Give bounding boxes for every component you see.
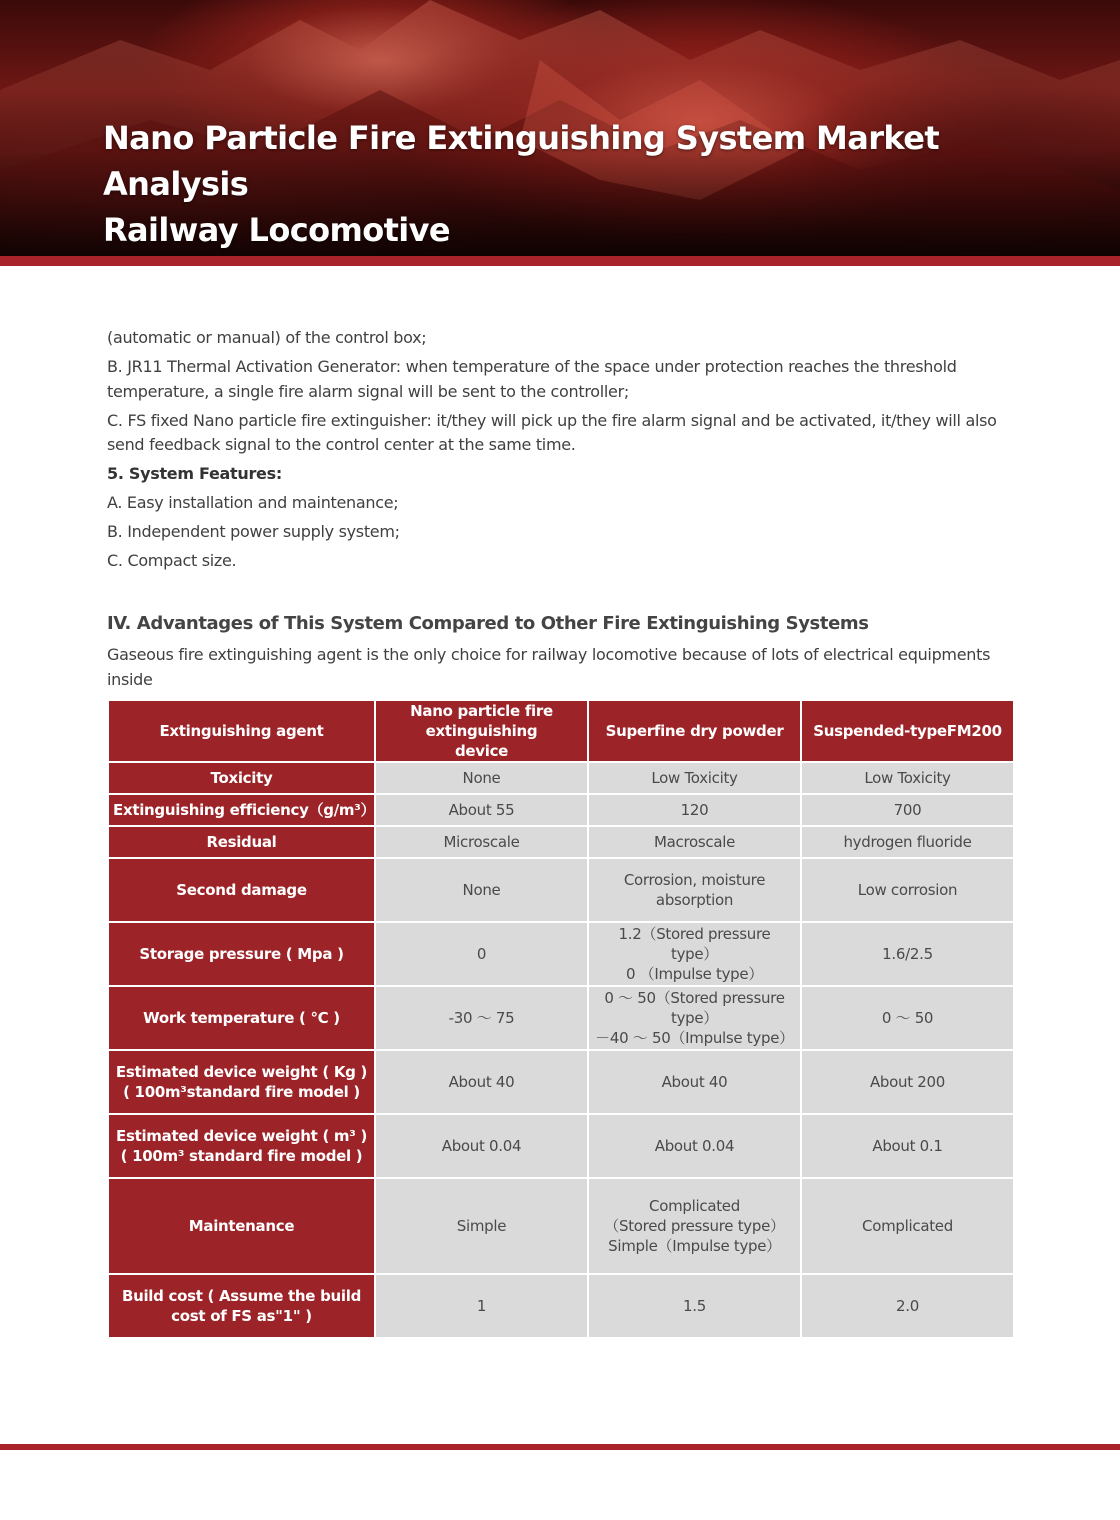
table-cell: Complicated （Stored pressure type） Simple（Impulse type） <box>588 1178 801 1274</box>
table-cell: 120 <box>588 794 801 826</box>
table-cell: About 200 <box>801 1050 1014 1114</box>
paragraph: B. JR11 Thermal Activation Generator: when temperature of the space under protection reaches the threshold temperature, a single fire alarm signal will be sent to the controller; <box>107 357 957 401</box>
table-row <box>108 986 1014 1050</box>
table-cell: About 0.1 <box>801 1114 1014 1178</box>
table-cell: hydrogen fluoride <box>801 826 1014 858</box>
table-row <box>108 794 1014 826</box>
table-cell: Macroscale <box>588 826 801 858</box>
table-row <box>108 826 1014 858</box>
table-cell: 0 <box>375 922 588 986</box>
table-cell: 1 <box>375 1274 588 1338</box>
table-cell: Low corrosion <box>801 858 1014 922</box>
table-cell: 0 ～ 50 <box>801 986 1014 1050</box>
table-cell: None <box>375 858 588 922</box>
table-cell: None <box>375 762 588 794</box>
footer-divider <box>0 1444 1120 1450</box>
table-header-row <box>108 700 1014 762</box>
row-label: Work temperature ( ℃ ) <box>108 986 375 1050</box>
header-cell: Nano particle fire extinguishing device <box>375 700 588 762</box>
table-row <box>108 922 1014 986</box>
table-cell: Complicated <box>801 1178 1014 1274</box>
table-row <box>108 762 1014 794</box>
row-label: Estimated device weight ( Kg ) ( 100m³standard fire model ) <box>108 1050 375 1114</box>
table-cell: About 55 <box>375 794 588 826</box>
table-cell: 700 <box>801 794 1014 826</box>
row-label: Estimated device weight ( m³ ) ( 100m³ standard fire model ) <box>108 1114 375 1178</box>
header-cell: Extinguishing agent <box>108 700 375 762</box>
header-banner <box>0 0 1120 257</box>
table-cell: Low Toxicity <box>588 762 801 794</box>
list-item: A. Easy installation and maintenance; <box>107 493 399 512</box>
table-cell: 1.5 <box>588 1274 801 1338</box>
row-label: Storage pressure ( Mpa ) <box>108 922 375 986</box>
table-cell: -30 ～ 75 <box>375 986 588 1050</box>
table-row <box>108 1178 1014 1274</box>
comparison-table <box>107 699 1015 1339</box>
table-cell: 2.0 <box>801 1274 1014 1338</box>
table-row <box>108 858 1014 922</box>
table-cell: About 40 <box>375 1050 588 1114</box>
row-label: Second damage <box>108 858 375 922</box>
paragraph: C. FS fixed Nano particle fire extinguisher: it/they will pick up the fire alarm signal and be activated, it/they will also send feedback signal to the control center at the same time. <box>107 410 997 454</box>
row-label: Residual <box>108 826 375 858</box>
title-line-1: Nano Particle Fire Extinguishing System Market Analysis <box>103 119 940 203</box>
table-row <box>108 1050 1014 1114</box>
table-row <box>108 1114 1014 1178</box>
title-line-2: Railway Locomotive <box>103 211 451 249</box>
list-item: B. Independent power supply system; <box>107 522 400 541</box>
row-label: Toxicity <box>108 762 375 794</box>
table-cell: Corrosion, moisture absorption <box>588 858 801 922</box>
table-cell: 1.6/2.5 <box>801 922 1014 986</box>
row-label: Extinguishing efficiency（g/m³） <box>108 794 375 826</box>
subheading: 5. System Features: <box>107 464 282 483</box>
list-item: C. Compact size. <box>107 551 237 570</box>
table-cell: About 0.04 <box>375 1114 588 1178</box>
table-cell: Low Toxicity <box>801 762 1014 794</box>
table-cell: Simple <box>375 1178 588 1274</box>
header-cell: Superfine dry powder <box>588 700 801 762</box>
page-title <box>103 115 1093 253</box>
table-cell: About 40 <box>588 1050 801 1114</box>
body-text <box>107 326 1007 578</box>
row-label: Build cost ( Assume the build cost of FS as"1" ) <box>108 1274 375 1338</box>
table-cell: 1.2（Stored pressure type） 0 （Impulse type） <box>588 922 801 986</box>
section-intro: Gaseous fire extinguishing agent is the only choice for railway locomotive because of lots of electrical equipments inside <box>107 645 991 689</box>
section-title: IV. Advantages of This System Compared to Other Fire Extinguishing Systems <box>107 613 869 634</box>
header-divider <box>0 256 1120 266</box>
row-label: Maintenance <box>108 1178 375 1274</box>
table-cell: About 0.04 <box>588 1114 801 1178</box>
paragraph: (automatic or manual) of the control box; <box>107 328 427 347</box>
table-cell: 0 ～ 50（Stored pressure type） －40 ～ 50（Impulse type） <box>588 986 801 1050</box>
table-row <box>108 1274 1014 1338</box>
header-cell: Suspended-typeFM200 <box>801 700 1014 762</box>
table-cell: Microscale <box>375 826 588 858</box>
